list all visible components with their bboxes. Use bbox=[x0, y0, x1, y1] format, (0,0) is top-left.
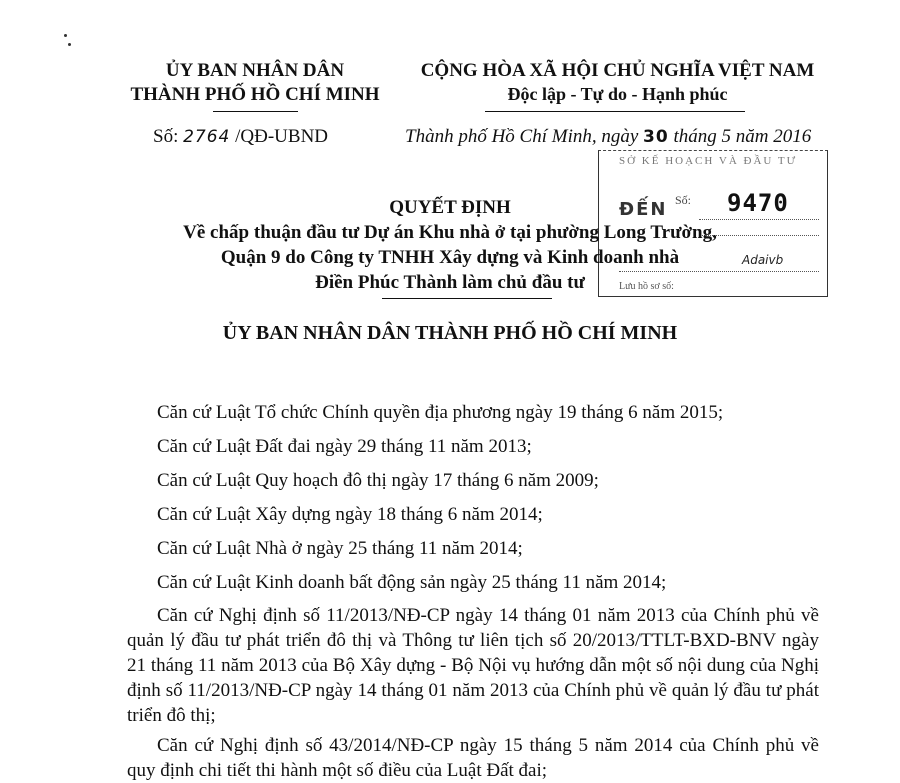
stamp-number: 9470 bbox=[727, 189, 789, 217]
issuer-line-1: ỦY BAN NHÂN DÂN bbox=[165, 60, 345, 81]
national-title: CỘNG HÒA XÃ HỘI CHỦ NGHĨA VIỆT NAM bbox=[420, 60, 815, 81]
citation-line: Căn cứ Luật Quy hoạch đô thị ngày 17 tháng 6 năm 2009; bbox=[157, 470, 599, 491]
number-suffix: /QĐ-UBND bbox=[235, 126, 329, 147]
decision-subject-line-2: Quận 9 do Công ty TNHH Xây dựng và Kinh doanh nhà bbox=[220, 247, 680, 268]
number-prefix: Số: bbox=[153, 126, 179, 147]
title-underline bbox=[382, 298, 552, 299]
citation-line: Căn cứ Luật Kinh doanh bất động sản ngày 25 tháng 11 năm 2014; bbox=[157, 572, 667, 593]
decision-subject-line-1: Về chấp thuận đầu tư Dự án Khu nhà ở tại phường Long Trường, bbox=[183, 222, 717, 243]
document-number bbox=[153, 126, 328, 148]
national-motto: Độc lập - Tự do - Hạnh phúc bbox=[507, 84, 728, 104]
citation-paragraph: Căn cứ Nghị định số 11/2013/NĐ-CP ngày 14 tháng 01 năm 2013 của Chính phủ về quản lý đầu tư phát triển đô thị và Thông tư liên tịch số 20/2013/TTLT-BXD-BNV ngày 21 tháng 11 năm 2013 của Bộ Xây dựng - Bộ Nội vụ hướng dẫn một số nội dung của Nghị định số 11/2013/NĐ-CP ngày 14 tháng 01 năm 2013 của Chính phủ về quản lý đầu tư phát triển đô thị; bbox=[127, 605, 819, 726]
date-day-handwritten: 30 bbox=[643, 127, 669, 147]
stamp-so-label: Số: bbox=[675, 193, 692, 207]
authority-heading: ỦY BAN NHÂN DÂN THÀNH PHỐ HỒ CHÍ MINH bbox=[222, 322, 678, 344]
citation-line: Căn cứ Luật Nhà ở ngày 25 tháng 11 năm 2014; bbox=[157, 538, 523, 559]
stamp-dotted-line bbox=[699, 219, 819, 220]
scan-speck bbox=[68, 43, 71, 46]
issuer-line-2: THÀNH PHỐ HỒ CHÍ MINH bbox=[130, 84, 380, 105]
date-after-day: tháng 5 năm 2016 bbox=[673, 126, 812, 147]
citation-line: Căn cứ Luật Đất đai ngày 29 tháng 11 năm 2013; bbox=[157, 436, 532, 457]
decision-subject-line-3: Điền Phúc Thành làm chủ đầu tư bbox=[315, 272, 585, 293]
citation-paragraph: Căn cứ Nghị định số 43/2014/NĐ-CP ngày 15 tháng 5 năm 2014 của Chính phủ về quy định chi tiết thi hành một số điều của Luật Đất đai; bbox=[127, 735, 819, 781]
date-before-day: Thành phố Hồ Chí Minh, ngày bbox=[405, 126, 639, 147]
issuer-underline bbox=[213, 111, 298, 112]
issue-date bbox=[405, 126, 811, 148]
citation-line: Căn cứ Luật Tổ chức Chính quyền địa phương ngày 19 tháng 6 năm 2015; bbox=[157, 402, 724, 423]
scan-speck bbox=[64, 34, 67, 37]
citation-line: Căn cứ Luật Xây dựng ngày 18 tháng 6 năm 2014; bbox=[157, 504, 543, 525]
stamp-note: Lưu hồ sơ số: bbox=[619, 281, 674, 292]
stamp-den-label: ĐẾN bbox=[619, 199, 668, 220]
decision-heading: QUYẾT ĐỊNH bbox=[389, 197, 511, 218]
stamp-header: SỞ KẾ HOẠCH VÀ ĐẦU TƯ bbox=[619, 155, 798, 167]
motto-underline bbox=[485, 111, 745, 112]
stamp-signature: Adaivb bbox=[742, 253, 784, 267]
number-handwritten: 2764 bbox=[183, 127, 231, 147]
